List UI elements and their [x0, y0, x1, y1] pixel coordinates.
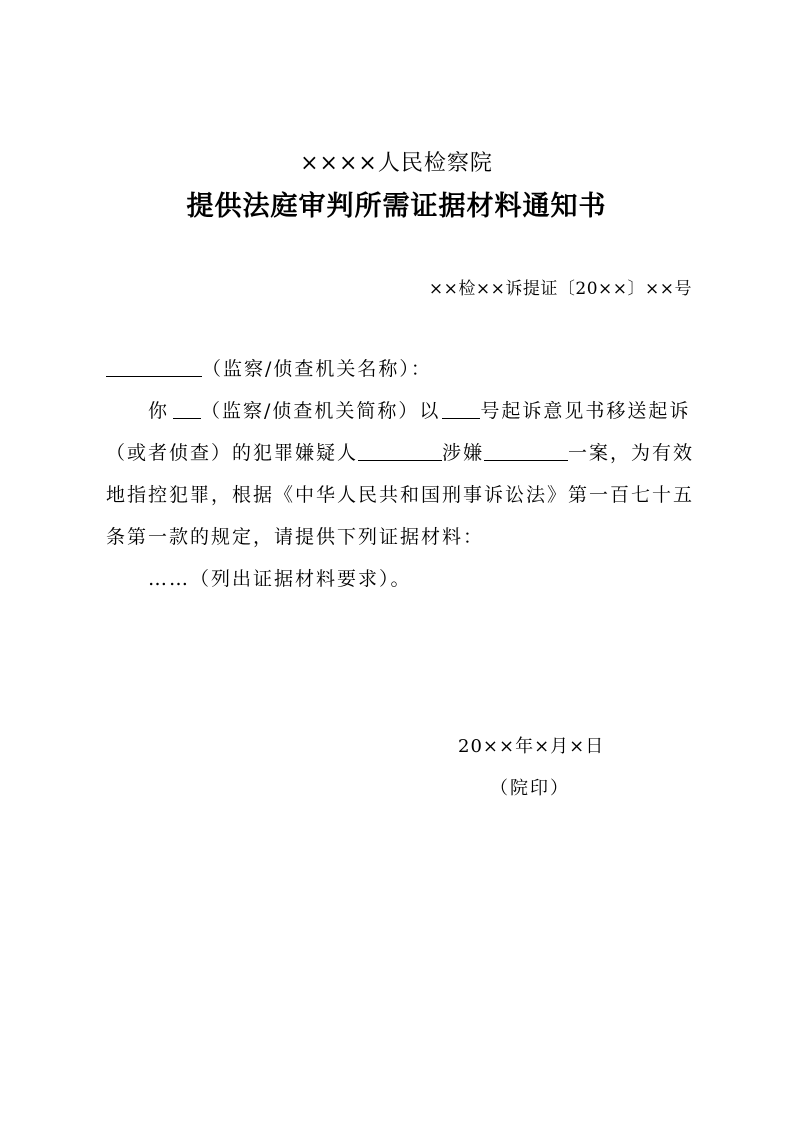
- line2-suffix: 一案，为有效: [568, 442, 695, 464]
- org-short-note: （监察/侦查机关简称）以: [201, 400, 441, 422]
- document-title: 提供法庭审判所需证据材料通知书: [186, 191, 607, 222]
- paragraph-line-1: [148, 399, 690, 423]
- suspect-name-blank: [358, 442, 442, 461]
- charge-blank: [484, 442, 568, 461]
- line1-suffix: 号起诉意见书移送起诉: [480, 400, 691, 422]
- line2-mid: 涉嫌: [442, 442, 485, 464]
- org-short-blank: [173, 400, 201, 419]
- paragraph-line-4: 条第一款的规定，请提供下列证据材料：: [106, 526, 485, 548]
- you-word: 你: [148, 400, 170, 422]
- paragraph-line-3: 地指控犯罪，根据《中华人民共和国刑事诉讼法》第一百七十五: [106, 484, 695, 506]
- document-number: ××检××诉提证〔20××〕××号: [428, 279, 692, 299]
- evidence-list-placeholder: ……（列出证据材料要求）。: [148, 568, 412, 590]
- recipient-line: [106, 357, 432, 381]
- procuratorate-name: ××××人民检察院: [300, 151, 493, 176]
- recipient-note: （监察/侦查机关名称）：: [202, 358, 432, 380]
- line2-prefix: （或者侦查）的犯罪嫌疑人: [106, 442, 359, 464]
- seal-note: （院印）: [490, 778, 570, 799]
- issue-date: 20××年×月×日: [458, 736, 605, 757]
- opinion-number-blank: [442, 400, 480, 419]
- recipient-blank: [106, 358, 202, 377]
- paragraph-line-2: [106, 441, 694, 465]
